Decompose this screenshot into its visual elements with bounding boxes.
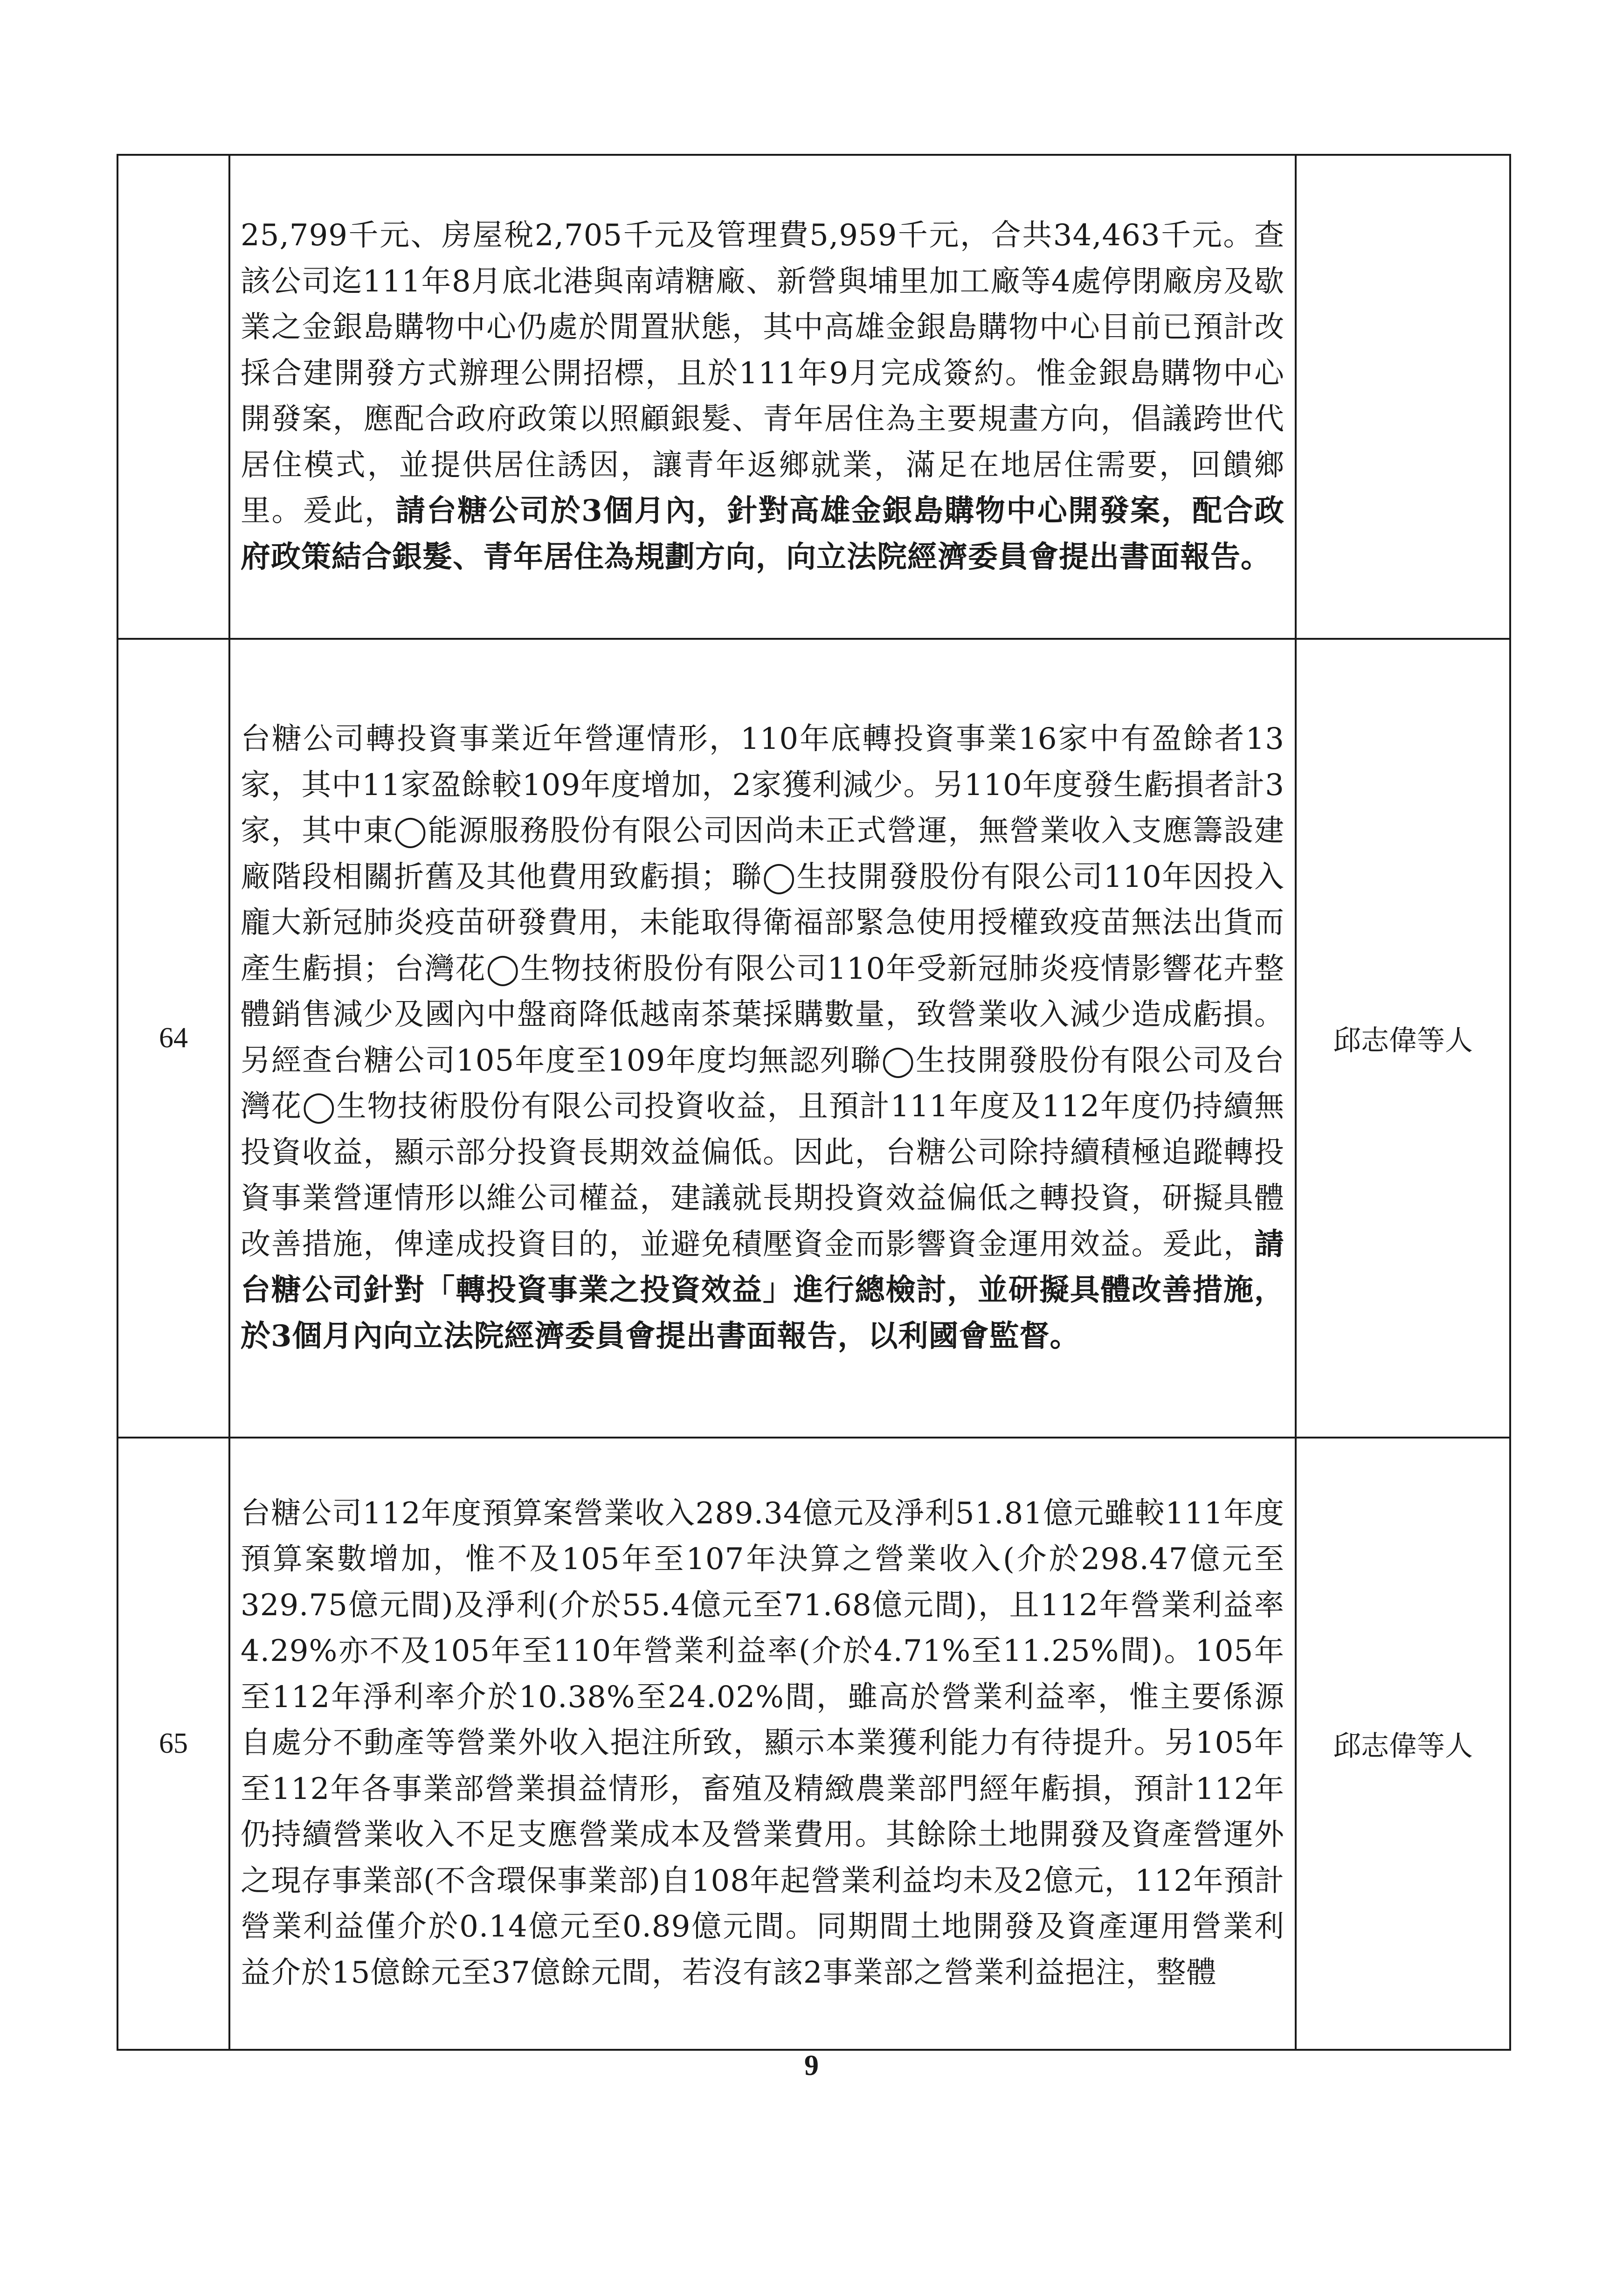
motion-number — [117, 155, 229, 639]
motion-body: 台糖公司轉投資事業近年營運情形，110年底轉投資事業16家中有盈餘者13家，其中11家盈餘較109年度增加，2家獲利減少。另110年度發生虧損者計3家，其中東◯能源服務股份有限公司因尚未正式營運，無營業收入支應籌設建廠階段相關折舊及其他費用致虧損；聯◯生技開發股份有限公司110年因投入龐大新冠肺炎疫苗研發費用，未能取得衛福部緊急使用授權致疫苗無法出貨而產生虧損；台灣花◯生物技術股份有限公司110年受新冠肺炎疫情影響花卉整體銷售減少及國內中盤商降低越南茶葉採購數量，致營業收入減少造成虧損。另經查台糖公司105年度至109年度均無認列聯◯生技開發股份有限公司及台灣花◯生物技術股份有限公司投資收益，且預計111年度及112年度仍持續無投資收益，顯示部分投資長期效益偏低。因此，台糖公司除持續積極追蹤轉投資事業營運情形以維公司權益，建議就長期投資效益偏低之轉投資，研擬具體改善措施，俾達成投資目的，並避免積壓資金而影響資金運用效益。 — [241, 722, 1285, 1262]
page-number: 9 — [804, 2050, 819, 2082]
motion-number: 64 — [117, 639, 229, 1438]
motion-text — [229, 155, 1296, 639]
motion-proposer — [1296, 155, 1510, 639]
motion-text — [229, 1438, 1296, 2050]
motion-proposer: 邱志偉等人 — [1296, 1438, 1510, 2050]
motion-request: 請台糖公司針對「轉投資事業之投資效益」進行總檢討，並研擬具體改善措施，於3個月內向立法院經濟委員會提出書面報告，以利國會監督。 — [241, 1226, 1285, 1354]
table-row — [117, 1438, 1510, 2050]
motion-body: 25,799千元、房屋稅2,705千元及管理費5,959千元，合共34,463千元。查該公司迄111年8月底北港與南靖糖廠、新營與埔里加工廠等4處停閉廠房及歇業之金銀島購物中心仍處於閒置狀態，其中高雄金銀島購物中心目前已預計改採合建開發方式辦理公開招標，且於111年9月完成簽約。惟金銀島購物中心開發案，應配合政府政策以照顧銀髮、青年居住為主要規畫方向，倡議跨世代居住模式，並提供居住誘因，讓青年返鄉就業，滿足在地居住需要，回饋鄉里。 — [241, 218, 1285, 528]
motion-request: 請台糖公司於3個月內，針對高雄金銀島購物中心開發案，配合政府政策結合銀髮、青年居住為規劃方向，向立法院經濟委員會提出書面報告。 — [241, 493, 1285, 574]
table-row — [117, 639, 1510, 1438]
motion-proposer: 邱志偉等人 — [1296, 639, 1510, 1438]
motion-text — [229, 639, 1296, 1438]
motion-body: 台糖公司112年度預算案營業收入289.34億元及淨利51.81億元雖較111年度預算案數增加，惟不及105年至107年決算之營業收入(介於298.47億元至329.75億元間)及淨利(介於55.4億元至71.68億元間)，且112年營業利益率4.29%亦不及105年至110年營業利益率(介於4.71%至11.25%間)。105年至112年淨利率介於10.38%至24.02%間，雖高於營業利益率，惟主要係源自處分不動產等營業外收入挹注所致，顯示本業獲利能力有待提升。另105年至112年各事業部營業損益情形，畜殖及精緻農業部門經年虧損，預計112年仍持續營業收入不足支應營業成本及營業費用。其餘除土地開發及資產營運外之現存事業部(不含環保事業部)自108年起營業利益均未及2億元，112年預計營業利益僅介於0.14億元至0.89億元間。同期間土地開發及資產運用營業利益介於15億餘元至37億餘元間，若沒有該2事業部之營業利益挹注，整體 — [241, 1496, 1285, 1990]
table-row — [117, 155, 1510, 639]
motion-number: 65 — [117, 1438, 229, 2050]
motion-lead: 爰此， — [1162, 1227, 1255, 1262]
motions-table — [117, 154, 1511, 2051]
motion-lead: 爰此， — [302, 494, 396, 528]
